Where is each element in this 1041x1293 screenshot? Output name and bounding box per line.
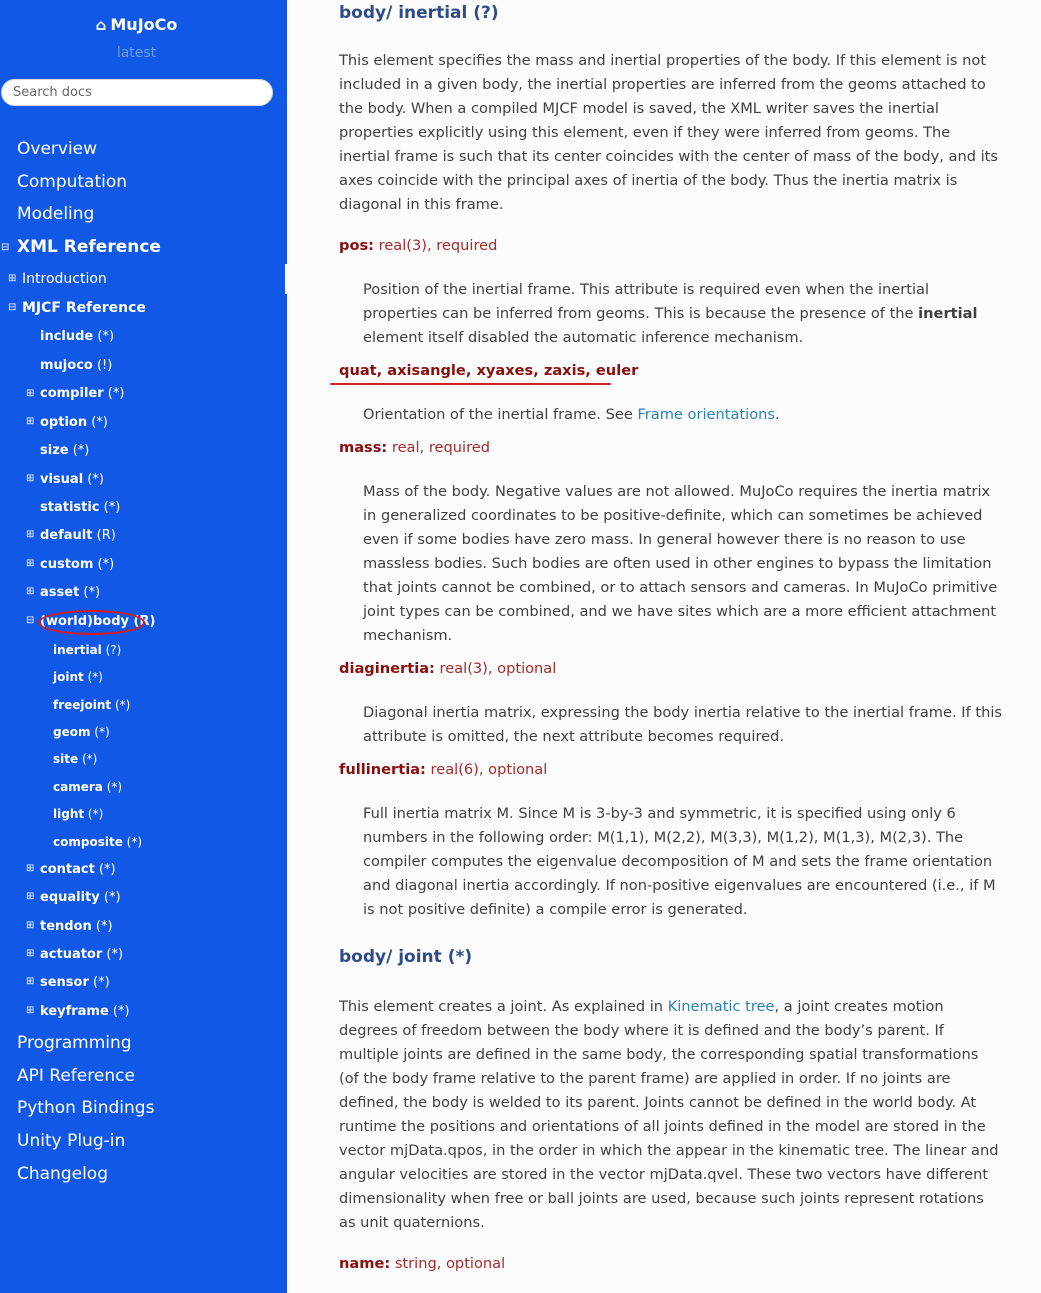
brand-name: MuJoCo	[110, 15, 178, 34]
kinematic-tree-link[interactable]: Kinematic tree	[667, 998, 775, 1015]
nav-camera[interactable]: camera (*)	[53, 780, 123, 794]
nav-python-bindings[interactable]: Python Bindings	[17, 1098, 155, 1118]
nav-actuator[interactable]: actuator (*)	[40, 947, 124, 962]
expand-icon[interactable]: ⊞	[26, 416, 35, 427]
home-icon: ⌂	[95, 16, 107, 34]
sidebar	[0, 0, 287, 1293]
nav-light[interactable]: light (*)	[53, 807, 104, 821]
nav-keyframe[interactable]: keyframe (*)	[40, 1004, 130, 1019]
attr-mass-description: Mass of the body. Negative values are not allowed. MuJoCo requires the inertia matrix in generalized coordinates to be positive-definite, which can sometimes be achieved even if some bodies have zero mass. In general however there is no reason to use massless bodies. Such bodies are often used in other engines to bypass the limitation that joints cannot be combined, or to attach sensors and cameras. In MuJoCo primitive joint types can be combined, and we have sites which are a more efficient attachment mechanism.	[363, 483, 998, 644]
nav-custom[interactable]: custom (*)	[40, 557, 115, 572]
collapse-icon[interactable]: ⊟	[8, 302, 17, 313]
expand-icon[interactable]: ⊞	[26, 586, 35, 597]
nav-mujoco[interactable]: mujoco (!)	[40, 358, 113, 373]
nav-composite[interactable]: composite (*)	[53, 835, 143, 849]
nav-compiler[interactable]: compiler (*)	[40, 386, 125, 401]
expand-icon[interactable]: ⊞	[26, 1005, 35, 1016]
expand-icon[interactable]: ⊞	[26, 473, 35, 484]
nav-computation[interactable]: Computation	[17, 172, 128, 192]
nav-introduction[interactable]: Introduction	[22, 271, 107, 287]
attr-diaginertia-description: Diagonal inertia matrix, expressing the body inertia relative to the inertial frame. If this attribute is omitted, the next attribute becomes required.	[363, 704, 1002, 745]
expand-icon[interactable]: ⊞	[26, 388, 35, 399]
expand-icon[interactable]: ⊞	[26, 948, 35, 959]
nav-sensor[interactable]: sensor (*)	[40, 975, 110, 990]
nav-unity-plugin[interactable]: Unity Plug-in	[17, 1131, 126, 1151]
expand-icon[interactable]: ⊞	[8, 273, 17, 284]
main-content	[339, 0, 1004, 1293]
inertial-description: This element specifies the mass and inertial properties of the body. If this element is not included in a given body, the inertial properties are inferred from the geoms attached to the body. When a compiled MJCF model is saved, the XML writer saves the inertial properties explicitly using this element, even if they were inferred from geoms. The inertial frame is such that its center coincides with the center of mass of the body, and its axes coincide with the principal axes of inertia of the body. Thus the inertia matrix is diagonal in this frame.	[339, 52, 999, 213]
collapse-icon[interactable]: ⊟	[1, 242, 10, 253]
attr-quat: quat, axisangle, xyaxes, zaxis, euler	[339, 362, 639, 379]
nav-option[interactable]: option (*)	[40, 415, 108, 430]
nav-api-reference[interactable]: API Reference	[17, 1066, 135, 1086]
joint-description: This element creates a joint. As explained in Kinematic tree, a joint creates motion degrees of freedom between the body where it is defined and the body’s parent. If multiple joints are defined in the same body, the corresponding spatial transformations (of the body frame relative to the parent frame) are applied in order. If no joints are defined, the body is welded to its parent. Joints cannot be defined in the world body. At runtime the positions and orientations of all joints defined in the model are stored in the vector mjData.qpos, in the order in which the appear in the kinematic tree. The linear and angular velocities are stored in the vector mjData.qvel. These two vectors have different dimensionality when free or ball joints are used, because such joints represent rotations as unit quaternions.	[339, 998, 999, 1231]
red-underline-annotation	[330, 383, 611, 385]
attr-mass: mass: real, required	[339, 439, 490, 456]
section-title-inertial: body/ inertial (?)	[339, 3, 499, 23]
nav-overview[interactable]: Overview	[17, 139, 98, 159]
attr-diaginertia: diaginertia: real(3), optional	[339, 660, 557, 677]
expand-icon[interactable]: ⊞	[26, 558, 35, 569]
nav-site[interactable]: site (*)	[53, 752, 98, 766]
nav-freejoint[interactable]: freejoint (*)	[53, 698, 131, 712]
attr-fullinertia: fullinertia: real(6), optional	[339, 761, 548, 778]
nav-tendon[interactable]: tendon (*)	[40, 919, 113, 934]
frame-orientations-link[interactable]: Frame orientations	[637, 406, 775, 423]
nav-worldbody[interactable]: (world)body (R)	[40, 614, 156, 629]
expand-icon[interactable]: ⊞	[26, 529, 35, 540]
active-nav-marker	[285, 264, 287, 294]
section-title-joint: body/ joint (*)	[339, 947, 473, 967]
attr-pos: pos: real(3), required	[339, 237, 498, 254]
nav-programming[interactable]: Programming	[17, 1033, 132, 1053]
attr-name: name: string, optional	[339, 1255, 506, 1272]
nav-statistic[interactable]: statistic (*)	[40, 500, 121, 515]
nav-joint[interactable]: joint (*)	[53, 670, 103, 684]
version-label: latest	[116, 45, 157, 61]
expand-icon[interactable]: ⊞	[26, 920, 35, 931]
nav-mjcf-reference[interactable]: MJCF Reference	[22, 300, 146, 316]
collapse-icon[interactable]: ⊟	[26, 615, 35, 626]
expand-icon[interactable]: ⊞	[26, 976, 35, 987]
expand-icon[interactable]: ⊞	[26, 863, 35, 874]
nav-default[interactable]: default (R)	[40, 528, 116, 543]
nav-size[interactable]: size (*)	[40, 443, 90, 458]
brand-link[interactable]	[0, 15, 273, 34]
nav-contact[interactable]: contact (*)	[40, 862, 116, 877]
attr-fullinertia-description: Full inertia matrix M. Since M is 3-by-3 and symmetric, it is specified using only 6 numbers in the following order: M(1,1), M(2,2), M(3,3), M(1,2), M(1,3), M(2,3). The compiler computes the eigenvalue decomposition of M and sets the frame orientation and diagonal inertia accordingly. If non-positive eigenvalues are encountered (i.e., if M is not positive definite) a compile error is generated.	[363, 805, 996, 918]
attr-quat-description: Orientation of the inertial frame. See Frame orientations.	[363, 406, 780, 423]
nav-changelog[interactable]: Changelog	[17, 1164, 109, 1184]
expand-icon[interactable]: ⊞	[26, 891, 35, 902]
nav-visual[interactable]: visual (*)	[40, 472, 104, 487]
search-input[interactable]	[1, 79, 273, 106]
nav-equality[interactable]: equality (*)	[40, 890, 121, 905]
nav-inertial[interactable]: inertial (?)	[53, 643, 122, 657]
nav-modeling[interactable]: Modeling	[17, 204, 95, 224]
attr-pos-description: Position of the inertial frame. This attribute is required even when the inertial properties can be inferred from geoms. This is because the presence of the inertial element itself disabled the automatic inference mechanism.	[363, 281, 978, 346]
nav-include[interactable]: include (*)	[40, 329, 115, 344]
nav-geom[interactable]: geom (*)	[53, 725, 110, 739]
nav-asset[interactable]: asset (*)	[40, 585, 101, 600]
nav-xml-reference[interactable]: XML Reference	[17, 237, 161, 257]
